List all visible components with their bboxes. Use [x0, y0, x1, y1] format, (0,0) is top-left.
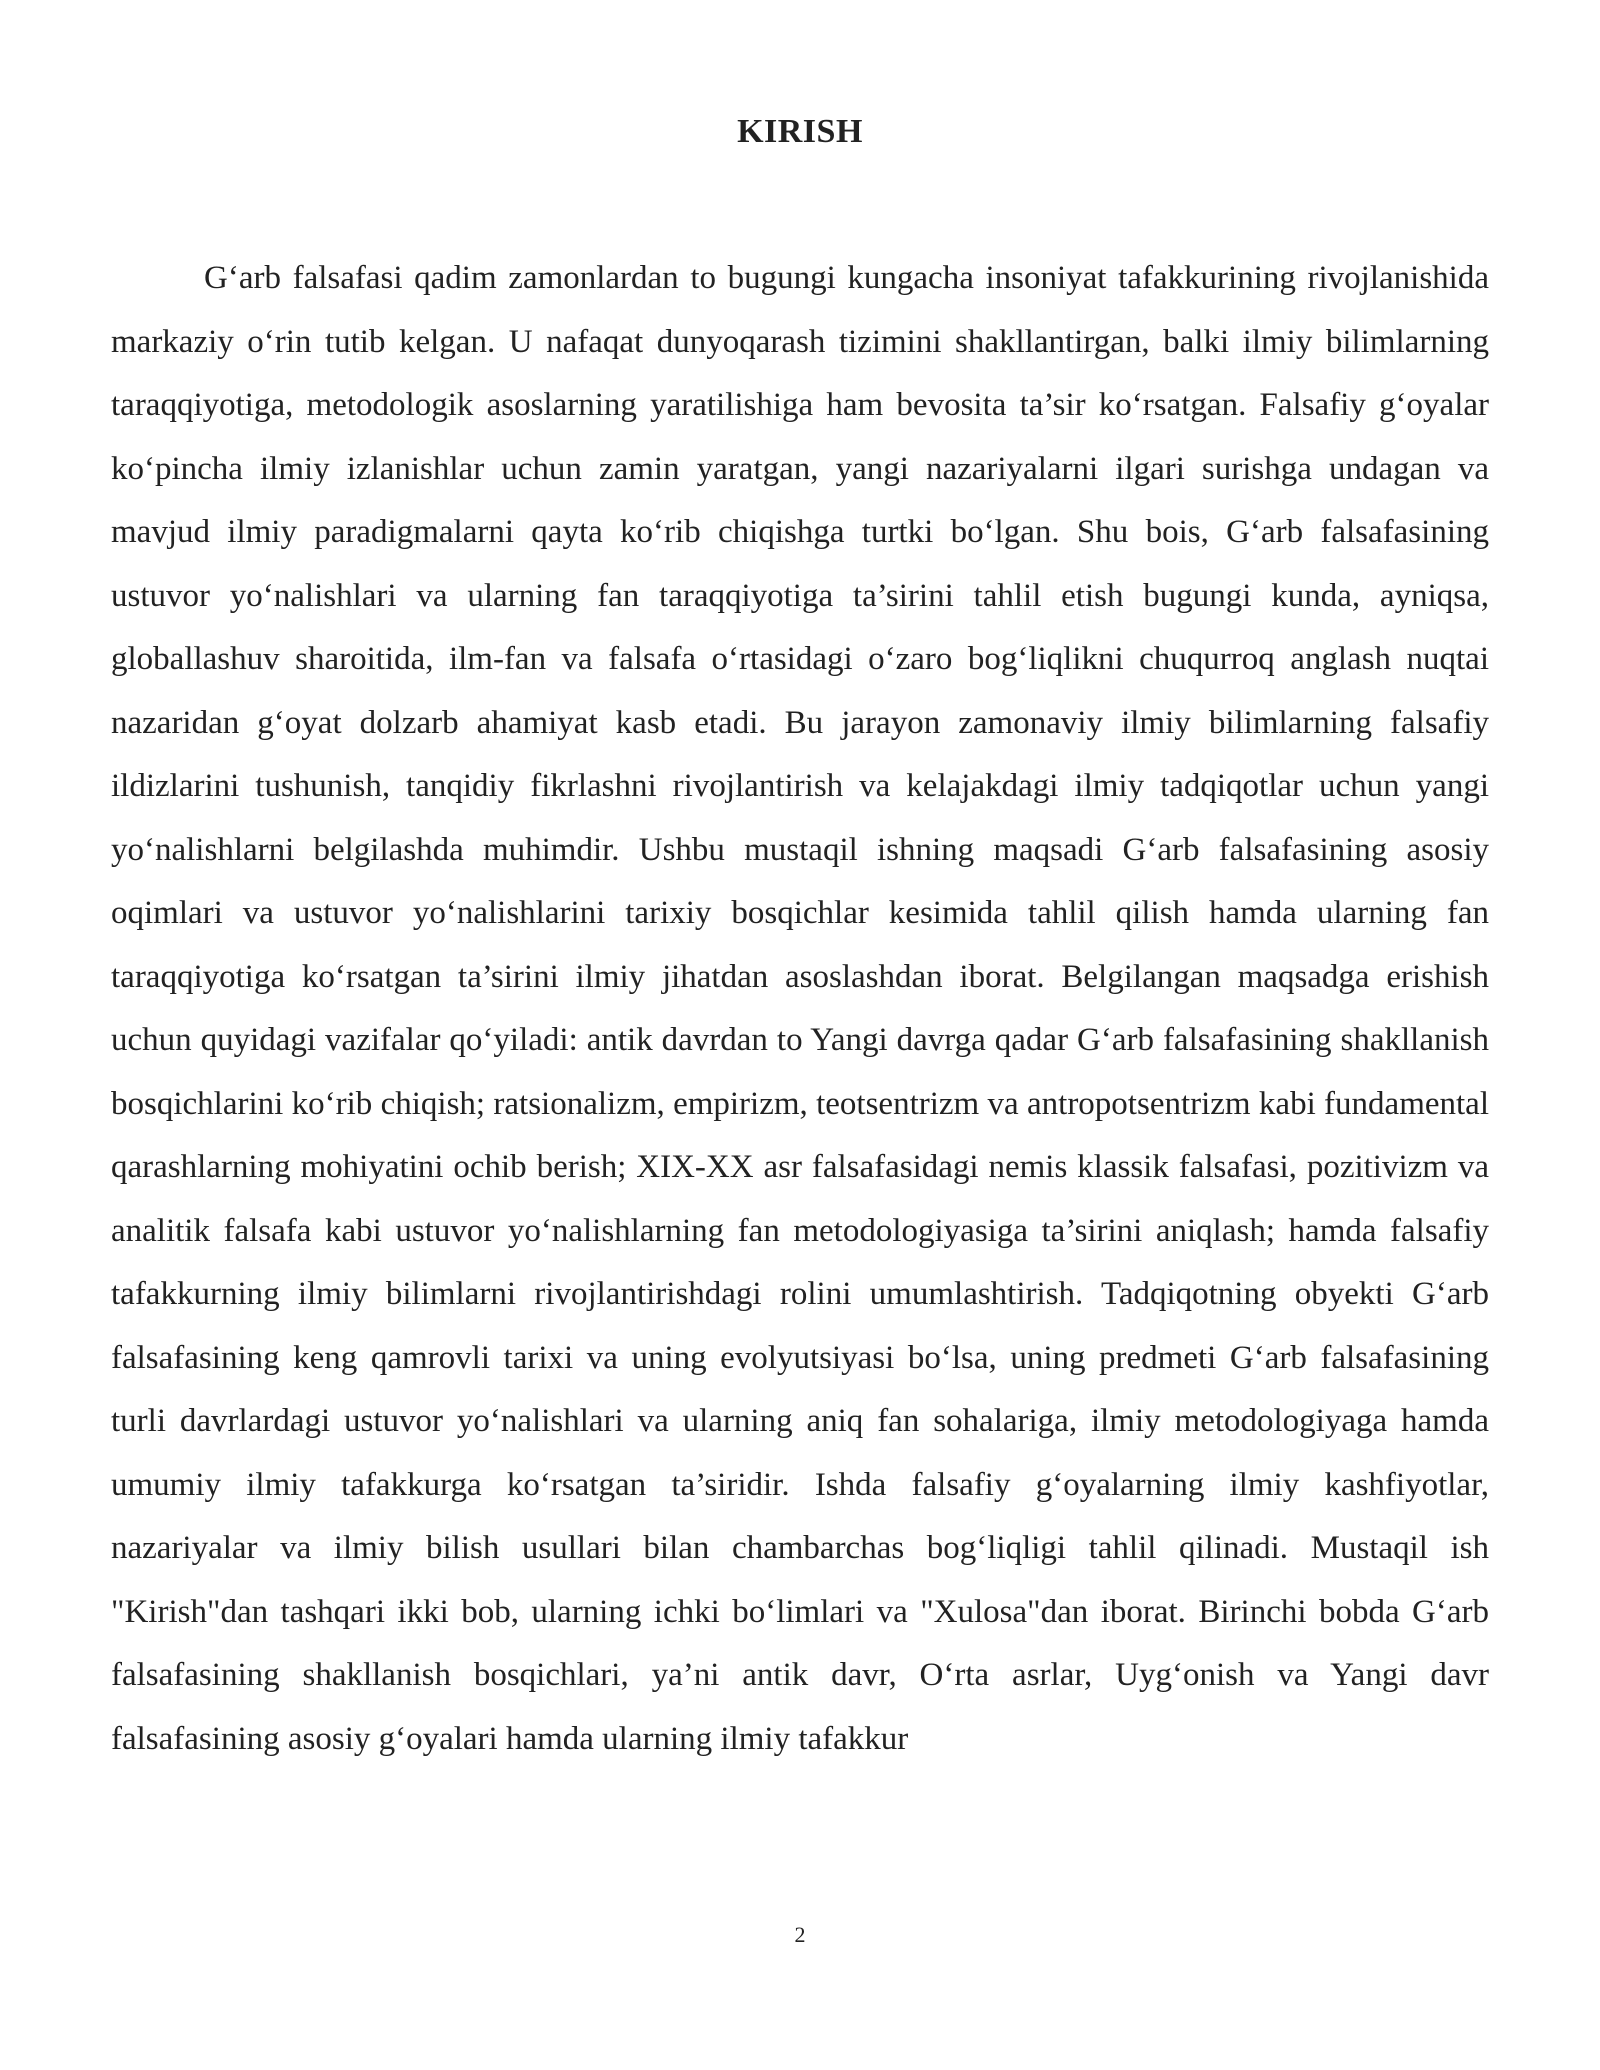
body-paragraph: G‘arb falsafasi qadim zamonlardan to bugungi kungacha insoniyat tafakkurining rivojlanishida markaziy o‘rin tutib kelgan. U nafaqat dunyoqarash tizimini shakllantirgan, balki ilmiy bilimlarning taraqqiyotiga, metodologik asoslarning yaratilishiga ham bevosita ta’sir ko‘rsatgan. Falsafiy g‘oyalar ko‘pincha ilmiy izlanishlar uchun zamin yaratgan, yangi nazariyalarni ilgari surishga undagan va mavjud ilmiy paradigmalarni qayta ko‘rib chiqishga turtki bo‘lgan. Shu bois, G‘arb falsafasining ustuvor yo‘nalishlari va ularning fan taraqqiyotiga ta’sirini tahlil etish bugungi kunda, ayniqsa, globallashuv sharoitida, ilm-fan va falsafa o‘rtasidagi o‘zaro bog‘liqlikni chuqurroq anglash nuqtai nazaridan g‘oyat dolzarb ahamiyat kasb etadi. Bu jarayon zamonaviy ilmiy bilimlarning falsafiy ildizlarini tushunish, tanqidiy fikrlashni rivojlantirish va kelajakdagi ilmiy tadqiqotlar uchun yangi yo‘nalishlarni belgilashda muhimdir. Ushbu mustaqil ishning maqsadi G‘arb falsafasining asosiy oqimlari va ustuvor yo‘nalishlarini tarixiy bosqichlar kesimida tahlil qilish hamda ularning fan taraqqiyotiga ko‘rsatgan ta’sirini ilmiy jihatdan asoslashdan iborat. Belgilangan maqsadga erishish uchun quyidagi vazifalar qo‘yiladi: antik davrdan to Yangi davrga qadar G‘arb falsafasining shakllanish bosqichlarini ko‘rib chiqish; ratsionalizm, empirizm, teotsentrizm va antropotsentrizm kabi fundamental qarashlarning mohiyatini ochib berish; XIX-XX asr falsafasidagi nemis klassik falsafasi, pozitivizm va analitik falsafa kabi ustuvor yo‘nalishlarning fan metodologiyasiga ta’sirini aniqlash; hamda falsafiy tafakkurning ilmiy bilimlarni rivojlantirishdagi rolini umumlashtirish. Tadqiqotning obyekti G‘arb falsafasining keng qamrovli tarixi va uning evolyutsiyasi bo‘lsa, uning predmeti G‘arb falsafasining turli davrlardagi ustuvor yo‘nalishlari va ularning aniq fan sohalariga, ilmiy metodologiyaga hamda umumiy ilmiy tafakkurga ko‘rsatgan ta’siridir. Ishda falsafiy g‘oyalarning ilmiy kashfiyotlar, nazariyalar va ilmiy bilish usullari bilan chambarchas bog‘liqligi tahlil qilinadi. Mustaqil ish "Kirish"dan tashqari ikki bob, ularning ichki bo‘limlari va "Xulosa"dan iborat. Birinchi bobda G‘arb falsafasining shakllanish bosqichlari, ya’ni antik davr, O‘rta asrlar, Uyg‘onish va Yangi davr falsafasining asosiy g‘oyalari hamda ularning ilmiy tafakkur: [111, 260, 1489, 1757]
page-number: 2: [794, 1922, 806, 1947]
section-heading: KIRISH: [737, 113, 863, 150]
